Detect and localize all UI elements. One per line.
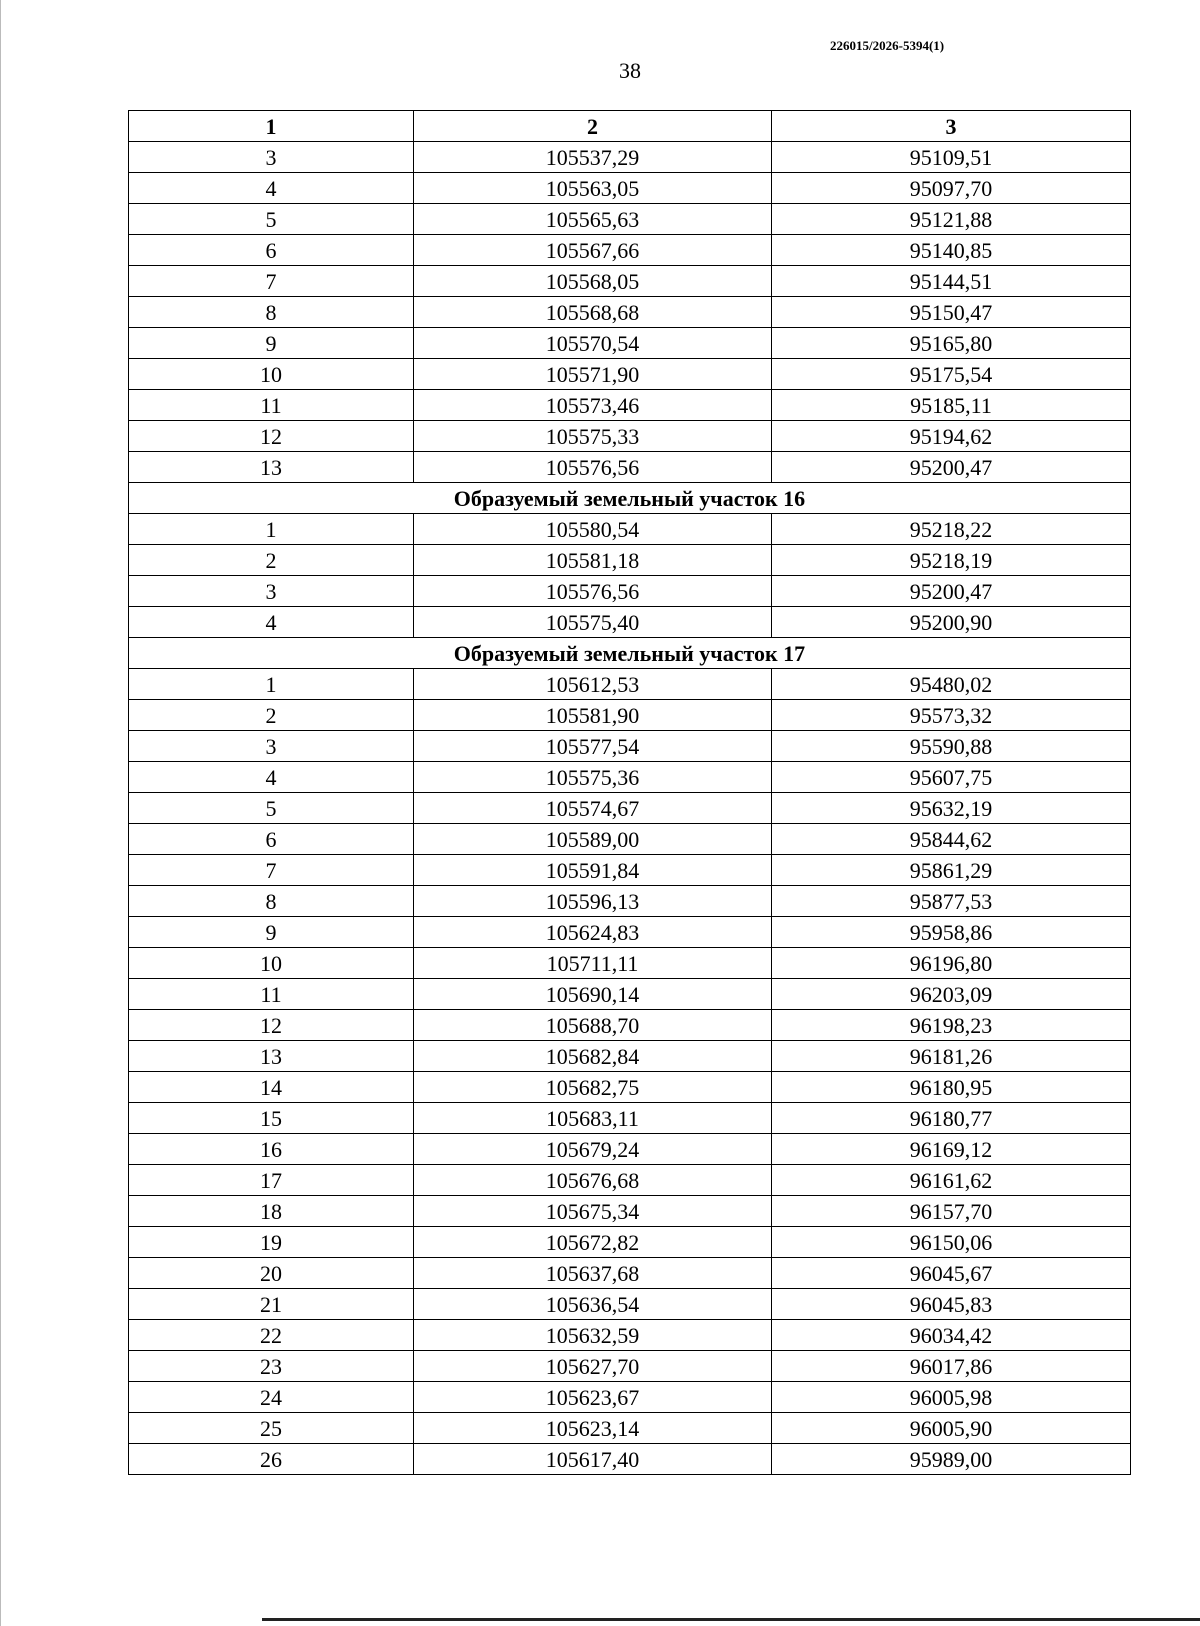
table-row [129, 1289, 1131, 1320]
point-number-cell: 19 [129, 1227, 414, 1258]
table-row [129, 824, 1131, 855]
scan-edge-line [0, 0, 1, 1626]
x-coordinate-cell: 105571,90 [414, 359, 772, 390]
x-coordinate-cell: 105676,68 [414, 1165, 772, 1196]
y-coordinate-cell: 96198,23 [772, 1010, 1131, 1041]
point-number-cell: 4 [129, 762, 414, 793]
table-row [129, 1320, 1131, 1351]
x-coordinate-cell: 105623,14 [414, 1413, 772, 1444]
x-coordinate-cell: 105568,05 [414, 266, 772, 297]
y-coordinate-cell: 96045,83 [772, 1289, 1131, 1320]
page-number: 38 [619, 58, 641, 83]
x-coordinate-cell: 105568,68 [414, 297, 772, 328]
y-coordinate-cell: 96196,80 [772, 948, 1131, 979]
y-coordinate-cell: 95607,75 [772, 762, 1131, 793]
point-number-cell: 12 [129, 421, 414, 452]
x-coordinate-cell: 105624,83 [414, 917, 772, 948]
section-title: Образуемый земельный участок 16 [129, 483, 1131, 514]
table-row [129, 328, 1131, 359]
table-row [129, 700, 1131, 731]
y-coordinate-cell: 95958,86 [772, 917, 1131, 948]
point-number-cell: 23 [129, 1351, 414, 1382]
x-coordinate-cell: 105537,29 [414, 142, 772, 173]
point-number-cell: 14 [129, 1072, 414, 1103]
point-number-cell: 8 [129, 297, 414, 328]
y-coordinate-cell: 96045,67 [772, 1258, 1131, 1289]
y-coordinate-cell: 95140,85 [772, 235, 1131, 266]
point-number-cell: 11 [129, 390, 414, 421]
y-coordinate-cell: 96169,12 [772, 1134, 1131, 1165]
x-coordinate-cell: 105591,84 [414, 855, 772, 886]
point-number-cell: 13 [129, 1041, 414, 1072]
point-number-cell: 6 [129, 235, 414, 266]
table-row [129, 421, 1131, 452]
x-coordinate-cell: 105574,67 [414, 793, 772, 824]
y-coordinate-cell: 96005,98 [772, 1382, 1131, 1413]
point-number-cell: 21 [129, 1289, 414, 1320]
document-id: 226015/2026-5394(1) [830, 38, 945, 53]
x-coordinate-cell: 105567,66 [414, 235, 772, 266]
table-row [129, 514, 1131, 545]
y-coordinate-cell: 95861,29 [772, 855, 1131, 886]
x-coordinate-cell: 105573,46 [414, 390, 772, 421]
x-coordinate-cell: 105690,14 [414, 979, 772, 1010]
column-header-x: 2 [414, 111, 772, 142]
point-number-cell: 8 [129, 886, 414, 917]
x-coordinate-cell: 105589,00 [414, 824, 772, 855]
x-coordinate-cell: 105679,24 [414, 1134, 772, 1165]
point-number-cell: 5 [129, 793, 414, 824]
x-coordinate-cell: 105596,13 [414, 886, 772, 917]
y-coordinate-cell: 96161,62 [772, 1165, 1131, 1196]
point-number-cell: 6 [129, 824, 414, 855]
table-row [129, 1351, 1131, 1382]
point-number-cell: 13 [129, 452, 414, 483]
table-row [129, 669, 1131, 700]
x-coordinate-cell: 105682,75 [414, 1072, 772, 1103]
x-coordinate-cell: 105581,18 [414, 545, 772, 576]
table-row [129, 793, 1131, 824]
x-coordinate-cell: 105636,54 [414, 1289, 772, 1320]
table-row [129, 545, 1131, 576]
table-row [129, 948, 1131, 979]
x-coordinate-cell: 105637,68 [414, 1258, 772, 1289]
section-header-row [129, 638, 1131, 669]
column-header-y: 3 [772, 111, 1131, 142]
x-coordinate-cell: 105682,84 [414, 1041, 772, 1072]
table-row [129, 1258, 1131, 1289]
x-coordinate-cell: 105575,33 [414, 421, 772, 452]
y-coordinate-cell: 95632,19 [772, 793, 1131, 824]
y-coordinate-cell: 95150,47 [772, 297, 1131, 328]
point-number-cell: 12 [129, 1010, 414, 1041]
table-row [129, 1196, 1131, 1227]
x-coordinate-cell: 105672,82 [414, 1227, 772, 1258]
y-coordinate-cell: 96017,86 [772, 1351, 1131, 1382]
table-row [129, 979, 1131, 1010]
table-row [129, 1010, 1131, 1041]
point-number-cell: 1 [129, 669, 414, 700]
y-coordinate-cell: 95200,90 [772, 607, 1131, 638]
table-row [129, 1041, 1131, 1072]
y-coordinate-cell: 95218,22 [772, 514, 1131, 545]
column-header-point: 1 [129, 111, 414, 142]
table-body [129, 142, 1131, 1475]
y-coordinate-cell: 95165,80 [772, 328, 1131, 359]
point-number-cell: 24 [129, 1382, 414, 1413]
point-number-cell: 7 [129, 266, 414, 297]
point-number-cell: 9 [129, 917, 414, 948]
section-title: Образуемый земельный участок 17 [129, 638, 1131, 669]
y-coordinate-cell: 96181,26 [772, 1041, 1131, 1072]
point-number-cell: 16 [129, 1134, 414, 1165]
x-coordinate-cell: 105576,56 [414, 576, 772, 607]
x-coordinate-cell: 105711,11 [414, 948, 772, 979]
point-number-cell: 7 [129, 855, 414, 886]
point-number-cell: 18 [129, 1196, 414, 1227]
coordinates-table [128, 110, 1131, 1475]
point-number-cell: 3 [129, 142, 414, 173]
table-row [129, 173, 1131, 204]
y-coordinate-cell: 96157,70 [772, 1196, 1131, 1227]
point-number-cell: 11 [129, 979, 414, 1010]
table-row [129, 297, 1131, 328]
y-coordinate-cell: 95480,02 [772, 669, 1131, 700]
x-coordinate-cell: 105623,67 [414, 1382, 772, 1413]
x-coordinate-cell: 105632,59 [414, 1320, 772, 1351]
y-coordinate-cell: 95121,88 [772, 204, 1131, 235]
point-number-cell: 9 [129, 328, 414, 359]
y-coordinate-cell: 95097,70 [772, 173, 1131, 204]
table-row [129, 917, 1131, 948]
table-row [129, 1165, 1131, 1196]
x-coordinate-cell: 105570,54 [414, 328, 772, 359]
x-coordinate-cell: 105688,70 [414, 1010, 772, 1041]
point-number-cell: 4 [129, 607, 414, 638]
table-row [129, 607, 1131, 638]
section-header-row [129, 483, 1131, 514]
table-row [129, 1134, 1131, 1165]
x-coordinate-cell: 105577,54 [414, 731, 772, 762]
point-number-cell: 4 [129, 173, 414, 204]
x-coordinate-cell: 105575,40 [414, 607, 772, 638]
x-coordinate-cell: 105581,90 [414, 700, 772, 731]
y-coordinate-cell: 96034,42 [772, 1320, 1131, 1351]
point-number-cell: 3 [129, 731, 414, 762]
table-row [129, 204, 1131, 235]
point-number-cell: 1 [129, 514, 414, 545]
x-coordinate-cell: 105576,56 [414, 452, 772, 483]
table-row [129, 762, 1131, 793]
y-coordinate-cell: 95877,53 [772, 886, 1131, 917]
x-coordinate-cell: 105627,70 [414, 1351, 772, 1382]
y-coordinate-cell: 95218,19 [772, 545, 1131, 576]
x-coordinate-cell: 105675,34 [414, 1196, 772, 1227]
table-row [129, 1072, 1131, 1103]
y-coordinate-cell: 96150,06 [772, 1227, 1131, 1258]
y-coordinate-cell: 95989,00 [772, 1444, 1131, 1475]
x-coordinate-cell: 105565,63 [414, 204, 772, 235]
x-coordinate-cell: 105617,40 [414, 1444, 772, 1475]
point-number-cell: 25 [129, 1413, 414, 1444]
y-coordinate-cell: 95590,88 [772, 731, 1131, 762]
y-coordinate-cell: 95175,54 [772, 359, 1131, 390]
point-number-cell: 10 [129, 359, 414, 390]
y-coordinate-cell: 95185,11 [772, 390, 1131, 421]
table-row [129, 142, 1131, 173]
table-row [129, 1444, 1131, 1475]
point-number-cell: 20 [129, 1258, 414, 1289]
point-number-cell: 2 [129, 700, 414, 731]
x-coordinate-cell: 105563,05 [414, 173, 772, 204]
table-row [129, 1103, 1131, 1134]
table-row [129, 855, 1131, 886]
y-coordinate-cell: 95573,32 [772, 700, 1131, 731]
x-coordinate-cell: 105580,54 [414, 514, 772, 545]
y-coordinate-cell: 95109,51 [772, 142, 1131, 173]
y-coordinate-cell: 96203,09 [772, 979, 1131, 1010]
y-coordinate-cell: 95200,47 [772, 576, 1131, 607]
point-number-cell: 5 [129, 204, 414, 235]
x-coordinate-cell: 105683,11 [414, 1103, 772, 1134]
y-coordinate-cell: 96180,77 [772, 1103, 1131, 1134]
table-row [129, 266, 1131, 297]
table-row [129, 576, 1131, 607]
y-coordinate-cell: 96005,90 [772, 1413, 1131, 1444]
table-row [129, 390, 1131, 421]
x-coordinate-cell: 105612,53 [414, 669, 772, 700]
table-row [129, 359, 1131, 390]
table-row [129, 731, 1131, 762]
table-row [129, 886, 1131, 917]
table-row [129, 1227, 1131, 1258]
table-header-row [129, 111, 1131, 142]
y-coordinate-cell: 95144,51 [772, 266, 1131, 297]
y-coordinate-cell: 95194,62 [772, 421, 1131, 452]
table-row [129, 452, 1131, 483]
point-number-cell: 3 [129, 576, 414, 607]
scan-edge-mark [262, 1618, 1200, 1621]
y-coordinate-cell: 95844,62 [772, 824, 1131, 855]
point-number-cell: 15 [129, 1103, 414, 1134]
y-coordinate-cell: 96180,95 [772, 1072, 1131, 1103]
y-coordinate-cell: 95200,47 [772, 452, 1131, 483]
table-row [129, 1382, 1131, 1413]
table-row [129, 235, 1131, 266]
point-number-cell: 26 [129, 1444, 414, 1475]
point-number-cell: 22 [129, 1320, 414, 1351]
point-number-cell: 17 [129, 1165, 414, 1196]
point-number-cell: 10 [129, 948, 414, 979]
table-row [129, 1413, 1131, 1444]
point-number-cell: 2 [129, 545, 414, 576]
x-coordinate-cell: 105575,36 [414, 762, 772, 793]
